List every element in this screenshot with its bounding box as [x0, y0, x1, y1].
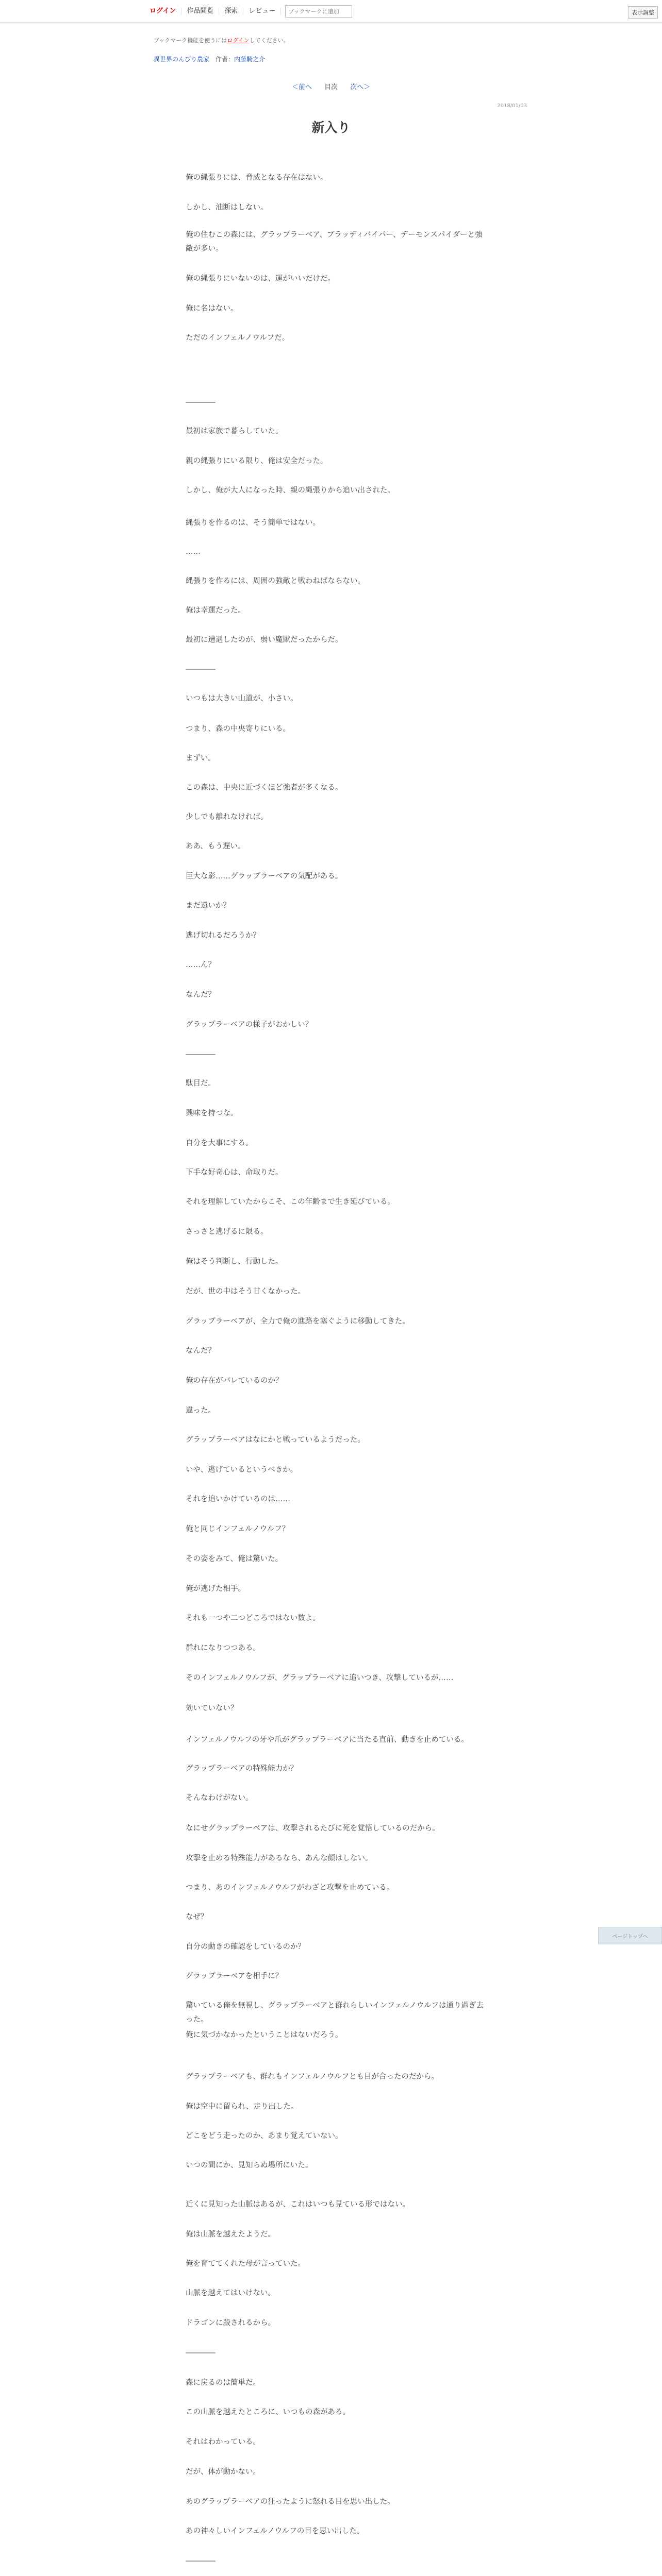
- body-paragraph: 攻撃を止める特殊能力があるなら、あんな顔はしない。: [186, 1854, 373, 1862]
- body-paragraph: ……: [186, 548, 201, 556]
- author-label: 作者：: [216, 56, 235, 63]
- nav-link-search[interactable]: 探索: [219, 8, 243, 15]
- body-paragraph: あのグラップラーベアの狂ったように怒れる目を思い出した。: [186, 2498, 395, 2506]
- body-paragraph: なんだ？: [186, 1347, 216, 1355]
- body-paragraph: どこをどう走ったのか、あまり覚えていない。: [186, 2132, 343, 2140]
- bookmark-note-suffix: してください。: [249, 37, 289, 44]
- body-paragraph: しかし、俺が大人になった時、親の縄張りから追い出された。: [186, 486, 395, 495]
- work-info: [154, 55, 265, 63]
- body-paragraph: 俺は山脈を越えたようだ。: [186, 2230, 275, 2239]
- bookmark-note: [154, 36, 289, 44]
- body-paragraph: 俺はそう判断し、行動した。: [186, 1258, 283, 1266]
- body-paragraph: 俺の縄張りには、脅威となる存在はない。: [186, 174, 328, 182]
- body-paragraph: しかし、油断はしない。: [186, 204, 268, 212]
- body-paragraph: 駄目だ。: [186, 1079, 216, 1088]
- body-paragraph: なにせグラップラーベアは、攻撃されるたびに死を覚悟しているのだから。: [186, 1824, 440, 1833]
- body-paragraph: そのインフェルノウルフが、グラップラーベアに追いつき、攻撃しているが……: [186, 1674, 454, 1682]
- body-paragraph: 最初は家族で暮らしていた。: [186, 427, 283, 435]
- body-paragraph: 最初に遭遇したのが、弱い魔獣だったからだ。: [186, 636, 343, 644]
- body-paragraph: ――――: [186, 665, 216, 673]
- author-link[interactable]: 内藤騎之介: [234, 56, 266, 63]
- body-paragraph: 近くに見知った山脈はあるが、これはいつも見ている形ではない。: [186, 2200, 410, 2209]
- body-paragraph: 縄張りを作るのは、そう簡単ではない。: [186, 519, 320, 527]
- body-paragraph: 少しでも離れなければ。: [186, 813, 268, 821]
- body-paragraph: なぜ？: [186, 1913, 208, 1921]
- body-paragraph: ドラゴンに殺されるから。: [186, 2319, 275, 2327]
- body-paragraph: まずい。: [186, 754, 216, 762]
- body-paragraph: 山脈を越えてはいけない。: [186, 2289, 275, 2297]
- body-paragraph: 驚いている俺を無視し、グラップラーベアと群れらしいインフェルノウルフは通り過ぎ去った。: [186, 2002, 484, 2024]
- body-paragraph: ――――: [186, 2557, 216, 2565]
- body-paragraph: 群れになりつつある。: [186, 1644, 260, 1652]
- body-paragraph: グラップラーベアも、群れもインフェルノウルフとも目が合ったのだから。: [186, 2073, 439, 2081]
- body-paragraph: ただのインフェルノウルフだ。: [186, 334, 290, 342]
- body-paragraph: 森に戻るのは簡単だ。: [186, 2379, 260, 2387]
- body-paragraph: この森は、中央に近づくほど強者が多くなる。: [186, 784, 343, 792]
- body-paragraph: 俺に気づかなかったということはないだろう。: [186, 2031, 343, 2039]
- body-paragraph: ――――: [186, 398, 216, 406]
- body-paragraph: ああ、もう遅い。: [186, 842, 245, 851]
- body-paragraph: なんだ？: [186, 991, 216, 999]
- body-paragraph: だが、体が動かない。: [186, 2468, 260, 2476]
- body-paragraph: 逃げ切れるだろうか？: [186, 931, 260, 940]
- bookmark-input[interactable]: [285, 5, 352, 18]
- body-paragraph: グラップラーベアはなにかと戦っているようだった。: [186, 1436, 365, 1444]
- body-paragraph: あの神々しいインフェルノウルフの目を思い出した。: [186, 2527, 365, 2535]
- body-paragraph: グラップラーベアの様子がおかしい？: [186, 1021, 313, 1029]
- login-link[interactable]: ログイン: [144, 8, 181, 15]
- nav-link-review[interactable]: レビュー: [243, 8, 281, 15]
- body-paragraph: グラップラーベアが、全力で俺の進路を塞ぐように移動してきた。: [186, 1317, 410, 1326]
- bookmark-note-prefix: ブックマーク機能を使うには: [154, 37, 227, 44]
- body-paragraph: そんなわけがない。: [186, 1794, 253, 1802]
- body-paragraph: つまり、森の中央寄りにいる。: [186, 725, 290, 733]
- prev-chapter-link[interactable]: ＜前へ: [291, 83, 312, 91]
- body-paragraph: 下手な好奇心は、命取りだ。: [186, 1168, 283, 1177]
- body-paragraph: 自分の動きの確認をしているのか？: [186, 1943, 305, 1951]
- body-paragraph: さっさと逃げるに限る。: [186, 1228, 268, 1236]
- body-paragraph: 俺の存在がバレているのか？: [186, 1377, 283, 1385]
- page-top-button[interactable]: ページトップへ: [598, 1927, 662, 1944]
- body-paragraph: ……ん？: [186, 961, 216, 969]
- body-paragraph: 縄張りを作るには、周囲の強敵と戦わねばならない。: [186, 577, 365, 585]
- body-paragraph: その姿をみて、俺は驚いた。: [186, 1555, 283, 1563]
- body-paragraph: ――――: [186, 1050, 216, 1059]
- body-paragraph: 俺は空中に留られ、走り出した。: [186, 2103, 299, 2111]
- top-navigation-bar: [0, 0, 662, 23]
- body-paragraph: 俺を育ててくれた母が言っていた。: [186, 2260, 305, 2268]
- display-settings-button[interactable]: 表示調整: [628, 6, 658, 19]
- body-paragraph: 俺は幸運だった。: [186, 606, 245, 615]
- body-paragraph: グラップラーベアを相手に？: [186, 1972, 283, 1980]
- body-paragraph: 俺に名はない。: [186, 304, 238, 313]
- body-paragraph: 俺と同じインフェルノウルフ？: [186, 1525, 290, 1533]
- body-paragraph: インフェルノウルフの牙や爪がグラップラーベアに当たる直前、動きを止めている。: [186, 1736, 469, 1744]
- body-paragraph: いや、逃げているというべきか。: [186, 1466, 298, 1474]
- body-paragraph: つまり、あのインフェルノウルフがわざと攻撃を止めている。: [186, 1884, 394, 1892]
- body-paragraph: 違った。: [186, 1406, 216, 1415]
- body-paragraph: だが、世の中はそう甘くなかった。: [186, 1287, 305, 1296]
- next-chapter-link[interactable]: 次へ＞: [350, 83, 371, 91]
- body-paragraph: 俺が逃げた相手。: [186, 1585, 245, 1593]
- chapter-navigation: [0, 81, 662, 91]
- toc-link[interactable]: 目次: [324, 83, 338, 91]
- body-paragraph: 興味を持つな。: [186, 1109, 238, 1117]
- body-paragraph: この山脈を越えたところに、いつもの森がある。: [186, 2408, 350, 2416]
- body-paragraph: 効いていない？: [186, 1704, 238, 1713]
- bookmark-login-link[interactable]: ログイン: [227, 37, 250, 44]
- body-paragraph: 親の縄張りにいる限り、俺は安全だった。: [186, 457, 328, 465]
- nav-link-browse[interactable]: 作品閲覧: [181, 8, 219, 15]
- body-paragraph: 巨大な影……グラップラーベアの気配がある。: [186, 872, 343, 880]
- body-paragraph: それを追いかけているのは……: [186, 1495, 290, 1503]
- body-paragraph: ――――: [186, 2349, 216, 2357]
- series-title-link[interactable]: 異世界のんびり農家: [154, 56, 210, 63]
- body-paragraph: 俺の縄張りにいないのは、運がいいだけだ。: [186, 275, 335, 283]
- body-paragraph: いつの間にか、見知らぬ場所にいた。: [186, 2161, 313, 2170]
- body-paragraph: 自分を大事にする。: [186, 1139, 253, 1147]
- author-label-wrap: [216, 55, 265, 63]
- top-nav-links: [144, 0, 352, 23]
- body-paragraph: いつもは大きい山道が、小さい。: [186, 694, 298, 703]
- body-paragraph: まだ遠いか？: [186, 902, 230, 910]
- body-paragraph: それはわかっている。: [186, 2438, 260, 2446]
- body-paragraph: グラップラーベアの特殊能力か？: [186, 1765, 298, 1773]
- body-paragraph: それを理解していたからこそ、この年齢まで生き延びている。: [186, 1198, 395, 1206]
- post-date: 2018/01/03: [497, 103, 527, 109]
- body-paragraph: 俺の住むこの森には、グラップラーベア、ブラッディバイパー、デーモンスパイダーと強敵が多い。: [186, 231, 483, 253]
- body-paragraph: それも一つや二つどころではない数よ。: [186, 1614, 320, 1622]
- chapter-title: 新入り: [311, 120, 351, 135]
